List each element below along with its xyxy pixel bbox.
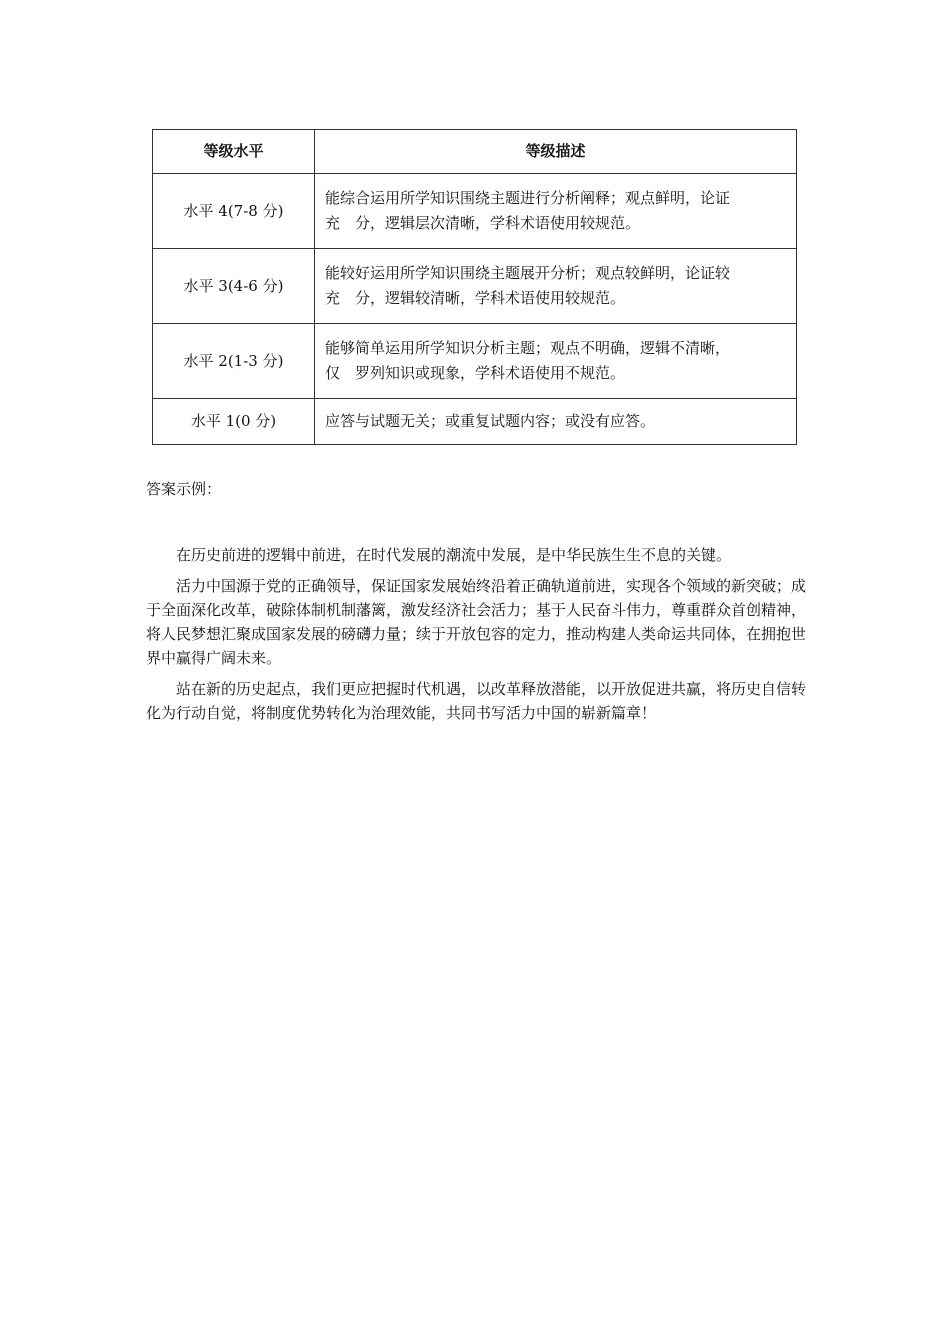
description-cell [315, 249, 797, 324]
level-cell: 水平 4(7-8 分) [153, 174, 315, 249]
description-line: 能够简单运用所学知识分析主题；观点不明确，逻辑不清晰， [325, 339, 731, 357]
description-line: 充 分，逻辑较清晰，学科术语使用较规范。 [325, 289, 626, 307]
table-row [153, 324, 797, 399]
level-cell: 水平 3(4-6 分) [153, 249, 315, 324]
description-cell [315, 399, 797, 445]
answer-example-label: 答案示例： [146, 480, 222, 498]
level-cell: 水平 1(0 分) [153, 399, 315, 445]
essay-paragraph: 在历史前进的逻辑中前进，在时代发展的潮流中发展，是中华民族生生不息的关键。 [176, 546, 732, 564]
level-cell: 水平 2(1-3 分) [153, 324, 315, 399]
header-level: 等级水平 [153, 130, 315, 174]
table-row [153, 174, 797, 249]
description-line: 能较好运用所学知识围绕主题展开分析；观点较鲜明，论证较 [325, 264, 731, 282]
table-row [153, 249, 797, 324]
grading-rubric-table [152, 129, 797, 445]
essay-paragraph: 活力中国源于党的正确领导，保证国家发展始终沿着正确轨道前进，实现各个领域的新突破；成于全面深化改革，破除体制机制藩篱，激发经济社会活力；基于人民奋斗伟力，尊重群众首创精神，将人民梦想汇聚成国家发展的磅礴力量；续于开放包容的定力，推动构建人类命运共同体，在拥抱世界中赢得广阔未来。 [146, 577, 807, 667]
table-row [153, 399, 797, 445]
table-header-row [153, 130, 797, 174]
essay-paragraph: 站在新的历史起点，我们更应把握时代机遇，以改革释放潜能，以开放促进共赢，将历史自信转化为行动自觉，将制度优势转化为治理效能，共同书写活力中国的崭新篇章！ [146, 680, 807, 722]
description-line: 能综合运用所学知识围绕主题进行分析阐释；观点鲜明，论证 [325, 189, 731, 207]
description-line: 充 分，逻辑层次清晰，学科术语使用较规范。 [325, 214, 641, 232]
description-cell [315, 174, 797, 249]
header-description: 等级描述 [315, 130, 797, 174]
description-cell [315, 324, 797, 399]
description-line: 应答与试题无关；或重复试题内容；或没有应答。 [325, 412, 656, 430]
description-line: 仅 罗列知识或现象，学科术语使用不规范。 [325, 364, 626, 382]
answer-essay [146, 543, 806, 732]
